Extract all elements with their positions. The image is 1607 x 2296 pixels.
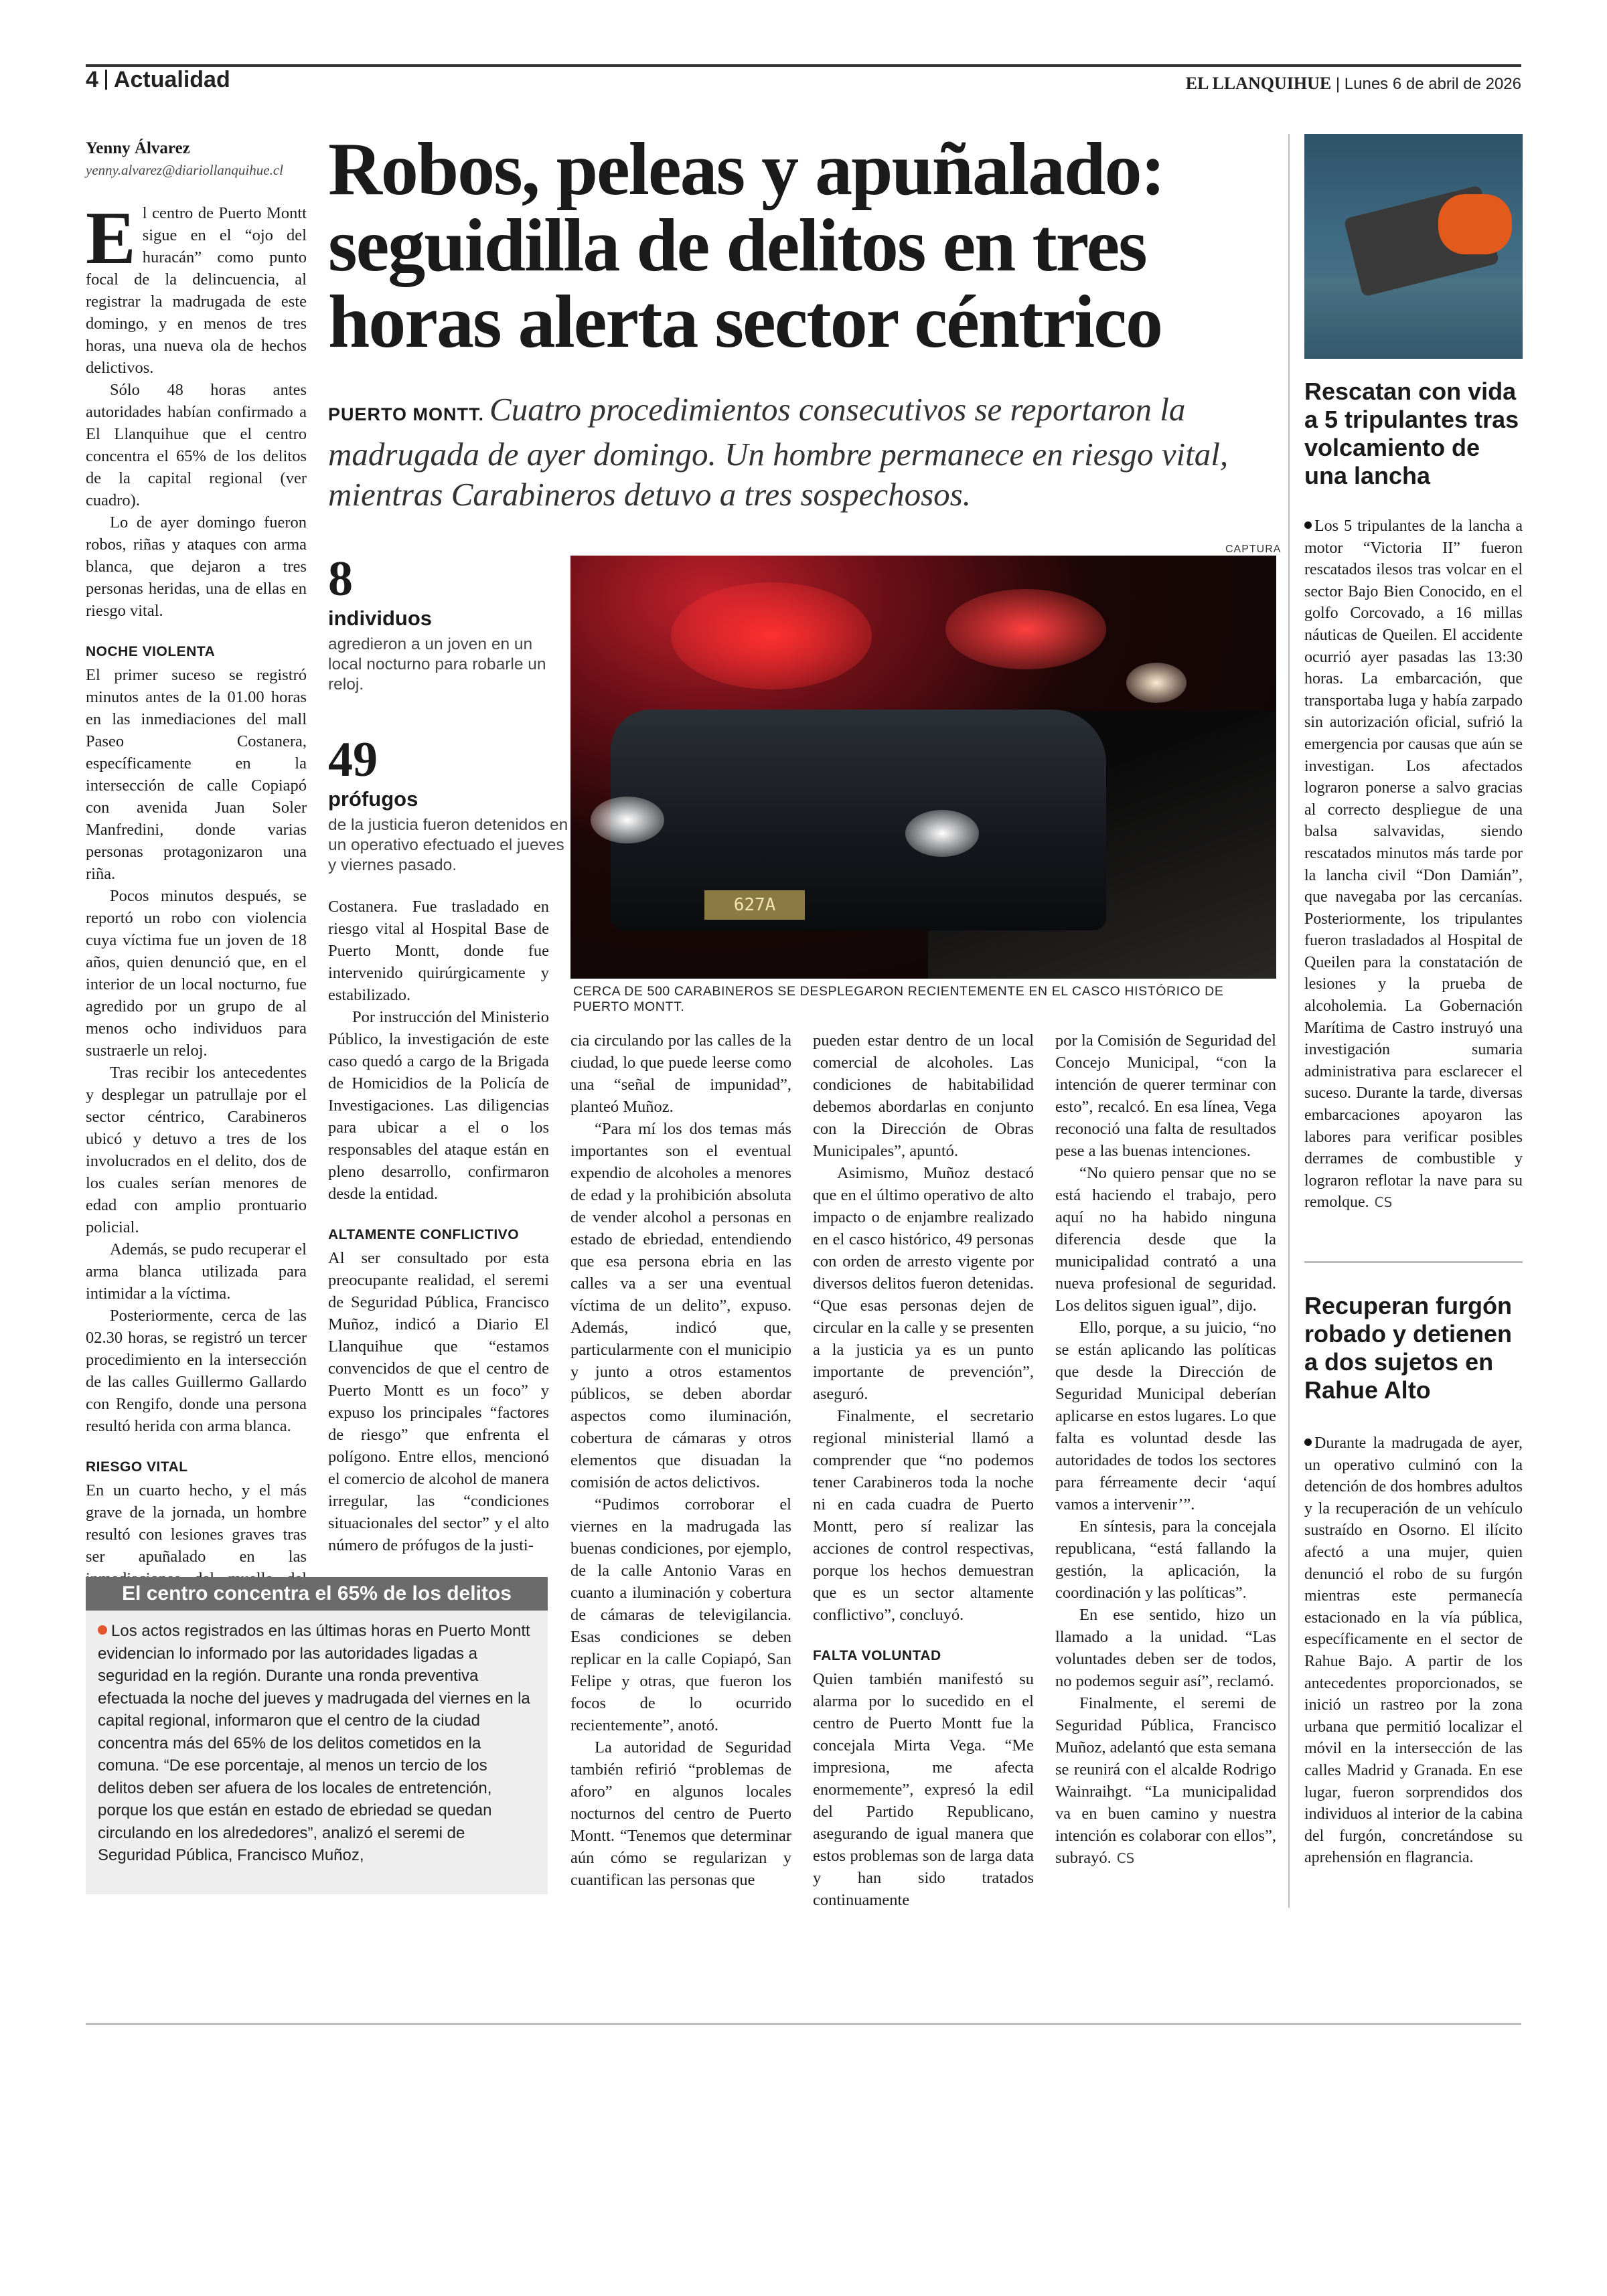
headlight xyxy=(905,810,979,857)
issue-date: Lunes 6 de abril de 2026 xyxy=(1344,75,1521,93)
end-mark: CS xyxy=(1374,1194,1393,1211)
newspaper-name: EL LLANQUIHUE xyxy=(1185,74,1332,93)
paragraph: Por instrucción del Ministerio Público, la investigación de este caso quedó a cargo de la Brigada de Homicidios de la Policía de Investigaciones. Las diligencias para ubicar a el o los responsables del ataque están en pleno desarrollo, confirmaron desde la entidad. xyxy=(328,1008,549,1203)
sidebar-photo xyxy=(1304,134,1523,359)
paragraph: Al ser consultado por esta preocupante realidad, el seremi de Seguridad Pública, Francisco Muñoz, indicó a Diario El Llanquihue que “estamos convencidos de que el centro de Puerto Montt es un foco” y expuso los principales “factores de riesgo” que enfrenta el polígono. Entre ellos, mencionó el comercio de alcohol de manera irregular, las “condiciones situacionales del sector” y el alto número de prófugos de la justi- xyxy=(328,1249,549,1554)
stat-label: prófugos xyxy=(328,787,418,811)
bottom-rule xyxy=(86,2023,1521,2025)
paragraph: Sólo 48 horas antes autoridades habían confirmado a El Llanquihue que el centro concentra el 65% de los delitos de la capital regional (ver cuadro). xyxy=(86,381,307,509)
siren-light xyxy=(671,582,872,689)
paragraph: Posteriormente, cerca de las 02.30 horas, se registró un tercer procedimiento en la intersección de las calles Guillermo Gallardo con Rengifo, donde una persona resultó herida con arma blanca. xyxy=(86,1307,307,1435)
siren-light xyxy=(945,589,1106,669)
paragraph: “No quiero pensar que no se está haciendo el trabajo, pero aquí no ha habido ninguna diferencia desde que la municipalidad contrató a una nueva profesional de seguridad. Los delitos siguen igual”, dijo. xyxy=(1055,1164,1276,1315)
article-column-4 xyxy=(813,1030,1034,1911)
folio-divider xyxy=(105,70,107,90)
stat-number: 8 xyxy=(328,552,353,606)
article-column-2 xyxy=(328,896,549,1556)
photo-caption: CERCA DE 500 CARABINEROS SE DESPLEGARON RECIENTEMENTE EN EL CASCO HISTÓRICO DE PUERTO MONTT. xyxy=(573,984,1224,1014)
paragraph: En un cuarto hecho, y el más grave de la jornada, un hombre resultó con lesiones graves tras ser apuñalado en las xyxy=(86,1481,307,1566)
sidebar-story-1 xyxy=(1304,515,1523,1214)
author-name: Yenny Álvarez xyxy=(86,139,190,157)
paragraph: Finalmente, el secretario regional ministerial llamó a comprender que “no podemos tener Carabineros toda la noche ni en cada cuadra de Puerto Montt, pero sí realizar las acciones de control respectivas, porque los hechos demuestran que es un sector altamente conflictivo”, concluyó. xyxy=(813,1407,1034,1624)
paragraph: l centro de Puerto Montt sigue en el “ojo del huracán” como punto focal de la delincuencia, al registrar la madrugada de este domingo, y en menos de tres horas, una nueva ola de hechos delictivos. xyxy=(86,204,307,377)
sidebar-headline-2: Recuperan furgón robado y detienen a dos sujetos en Rahue Alto xyxy=(1304,1292,1513,1404)
byline xyxy=(86,139,307,179)
paragraph: “Pudimos corroborar el viernes en la madrugada las buenas condiciones, por ejemplo, de la calle Antonio Varas en cuanto a iluminación y cobertura de cámaras de televigilancia. Esas condiciones se deben replicar en la calle Copiapó, San Felipe y otras, que fueron los focos de lo ocurrido recientemente”, anotó. xyxy=(570,1495,791,1734)
photo-credit: CAPTURA xyxy=(1225,544,1282,555)
paragraph: Costanera. Fue trasladado en riesgo vital al Hospital Base de Puerto Montt, donde fue intervenido quirúrgicamente y estabilizado. xyxy=(328,898,549,1004)
article-column-3 xyxy=(570,1030,791,1891)
headline: Robos, peleas y apuñalado: seguidilla de delitos en tres horas alerta sector céntrico xyxy=(328,128,1164,363)
page-folio xyxy=(86,67,230,93)
headlight xyxy=(591,797,664,843)
headlight xyxy=(1126,663,1187,703)
bullet-icon xyxy=(1304,1439,1312,1446)
sidebar-headline-1: Rescatan con vida a 5 tripulantes tras volcamiento de una lancha xyxy=(1304,378,1519,489)
stat-text: de la justicia fueron detenidos en un operativo efectuado el jueves y viernes pasado. xyxy=(328,816,568,874)
photo-raft xyxy=(1438,194,1512,254)
photo-sea xyxy=(1304,278,1523,359)
paragraph: Ello, porque, a su juicio, “no se están aplicando las políticas que desde la Dirección de Seguridad Municipal deberían aplicarse en estos lugares. Lo que falta es voluntad desde las autoridades de todos los sectores para férreamente decir ‘aquí vamos a intervenir’”. xyxy=(1055,1319,1276,1513)
paragraph: En síntesis, para la concejala republicana, “está fallando la gestión, la aplicación, la coordinación y las políticas”. xyxy=(1055,1518,1276,1602)
paragraph: Tras recibir los antecedentes y desplegar un patrullaje por el sector céntrico, Carabineros ubicó y detuvo a tres de los involucrados en el delito, dos de los cuales serían menores de edad con amplio prontuario policial. xyxy=(86,1064,307,1236)
paragraph: La autoridad de Seguridad también refirió “problemas de aforo” en algunos locales nocturnos del centro de Puerto Montt. “Tenemos que determinar aún cómo se regularizan y cuantifican las personas que xyxy=(570,1738,791,1889)
info-box xyxy=(86,1577,548,1894)
paragraph: “Para mí los dos temas más importantes son el eventual expendio de alcoholes a menores de edad y la prohibición absoluta de vender alcohol a personas en estado de ebriedad, entendiendo que esa persona ebria en las calles va a ser una eventual víctima de un delito”, expuso. Además, indicó que, particularmente con el municipio y junto a otros estamentos públicos, se deben abordar aspectos como iluminación, cobertura de cámaras y otros elementos que disuadan la comisión de actos delictivos. xyxy=(570,1120,791,1491)
article-column-1 xyxy=(86,197,307,1612)
paragraph: Finalmente, el seremi de Seguridad Pública, Francisco Muñoz, adelantó que esta semana se reunirá con el alcalde Rodrigo Wainraihgt. “La municipalidad va en buen camino y nuestra intención es colaborar con ellos”, subrayó. xyxy=(1055,1694,1276,1867)
sidebar-divider xyxy=(1288,134,1290,1908)
masthead: EL LLANQUIHUE | Lunes 6 de abril de 2026 xyxy=(1185,74,1521,93)
stat-label: individuos xyxy=(328,606,432,630)
deck-text: Cuatro procedimientos consecutivos se reportaron la madrugada de ayer domingo. Un hombre permanece en riesgo vital, mientras Carabineros detuvo a tres sospechosos. xyxy=(328,391,1229,513)
article-column-5 xyxy=(1055,1030,1276,1870)
section-name: Actualidad xyxy=(113,67,230,92)
paragraph: pueden estar dentro de un local comercial de alcoholes. Las condiciones de habitabilidad debemos abordarlas en conjunto con la Dirección de Obras Municipales”, apuntó. xyxy=(813,1032,1034,1160)
paragraph: En ese sentido, hizo un llamado a la unidad. “Las voluntades deben ser de todos, no podemos seguir así”, reclamó. xyxy=(1055,1606,1276,1690)
paragraph: El primer suceso se registró minutos antes de la 01.00 horas en las inmediaciones del mall Paseo Costanera, específicamente en la intersección de calle Copiapó con avenida Juan Soler Manfredini, donde varias personas protagonizaron una riña. xyxy=(86,666,307,883)
subhead: NOCHE VIOLENTA xyxy=(86,644,216,659)
stat-number: 49 xyxy=(328,732,378,787)
subhead: FALTA VOLUNTAD xyxy=(813,1648,941,1663)
police-car xyxy=(611,710,1106,930)
drop-cap: E xyxy=(86,197,136,280)
paragraph: Pocos minutos después, se reportó un robo con violencia cuya víctima fue un joven de 18 años, quien denunció que, en el interior de un local nocturno, fue agredido por un grupo de al menos ocho individuos para sustraerle un reloj. xyxy=(86,887,307,1060)
paragraph: por la Comisión de Seguridad del Concejo Municipal, “con la intención de querer terminar con esto”, recalcó. En esa línea, Vega reconoció una falta de resultados pese a las buenas intenciones. xyxy=(1055,1032,1276,1160)
deck xyxy=(328,390,1279,515)
bullet-icon xyxy=(98,1625,107,1635)
main-photo xyxy=(570,556,1276,979)
sidebar-story-text: Durante la madrugada de ayer, un operativo culminó con la detención de dos hombres adultos y la recuperación de un vehículo sustraído en Osorno. El ilícito afectó a una mujer, quien denunció el robo de su furgón mientras este permanecía estacionado en la vía pública, específicamente en el sector de Rahue Bajo. A partir de los antecedentes proporcionados, se inició un rastreo por la zona urbana que permitió localizar el móvil en la intersección de las calles Madrid y Granada. En ese lugar, fueron sorprendidos dos individuos al interior de la cabina del furgón, concretándose su aprehensión en flagrancia. xyxy=(1304,1434,1523,1867)
stat-individuos xyxy=(328,554,569,695)
info-box-title: El centro concentra el 65% de los delitos xyxy=(86,1577,548,1611)
info-box-text: Los actos registrados en las últimas horas en Puerto Montt evidencian lo informado por las autoridades ligadas a seguridad en la región. Durante una ronda preventiva efectuada la noche del jueves y madrugada del viernes en la capital regional, informaron que el centro de la ciudad concentra más del 65% de los delitos cometidos en la comuna. “De ese porcentaje, al menos un tercio de los delitos deben ser afuera de los locales de entretención, porque los que están en estado de ebriedad se quedan circulando en los alrededores”, analizó el seremi de Seguridad Pública, Francisco Muñoz, xyxy=(98,1622,530,1864)
paragraph: cia circulando por las calles de la ciudad, lo que puede leerse como una “señal de impunidad”, planteó Muñoz. xyxy=(570,1032,791,1116)
paragraph: Quien también manifestó su alarma por lo sucedido en el centro de Puerto Montt fue la concejala Mirta Vega. “Me impresiona, me afecta enormemente”, expresó la edil del Partido Republicano, asegurando de igual manera que estos problemas son de larga data y han sido tratados continuamente xyxy=(813,1670,1034,1909)
page-number: 4 xyxy=(86,67,98,92)
bullet-icon xyxy=(1304,521,1312,529)
license-plate: 627A xyxy=(704,890,805,920)
stat-profugos xyxy=(328,732,569,876)
subhead: RIESGO VITAL xyxy=(86,1459,188,1475)
sidebar-rule xyxy=(1304,1261,1523,1263)
top-rule xyxy=(86,64,1521,67)
sidebar-story-text: Los 5 tripulantes de la lancha a motor “Victoria II” fueron rescatados ilesos tras volcar en el sector Bajo Bien Conocido, en el golfo Corcovado, a 16 millas náuticas de Queilen. El accidente ocurrió ayer pasadas las 13:30 horas. La embarcación, que transportaba luga y había zarpado sin autorización oficial, sufrió la emergencia por causas que aún se investigan. Los afectados lograron ponerse a salvo gracias al correcto despliegue de una balsa salvavidas, siendo rescatados minutos más tarde por la lancha civil “Don Damián”, que navegaba por las cercanías. Posteriormente, los tripulantes fueron trasladados al Hospital de Queilen para la constatación de lesiones y la prueba de alcoholemia. La Gobernación Marítima de Castro instruyó una investigación sumaria administrativa para esclarecer el suceso. Durante la tarde, diversas embarcaciones apoyaron las labores para verificar posibles derrames de combustible y lograron reflotar la nave para su remolque. xyxy=(1304,517,1523,1212)
author-email[interactable]: yenny.alvarez@diariollanquihue.cl xyxy=(86,162,283,178)
paragraph: Además, se pudo recuperar el arma blanca utilizada para intimidar a la víctima. xyxy=(86,1240,307,1303)
dateline: PUERTO MONTT. xyxy=(328,404,485,424)
stat-text: agredieron a un joven en un local nocturno para robarle un reloj. xyxy=(328,635,546,693)
paragraph: Lo de ayer domingo fueron robos, riñas y ataques con arma blanca, que dejaron a tres personas heridas, una de ellas en riesgo vital. xyxy=(86,513,307,620)
end-mark: CS xyxy=(1116,1850,1135,1866)
paragraph: Asimismo, Muñoz destacó que en el último operativo de alto impacto o de enjambre realizado en el casco histórico, 49 personas con orden de arresto vigente por diversos delitos fueron detenidas. “Que esas personas dejen de circular en la calle y se presenten a la justicia ya es un punto importante de prevención”, aseguró. xyxy=(813,1164,1034,1403)
sidebar-story-2 xyxy=(1304,1432,1523,1869)
subhead: ALTAMENTE CONFLICTIVO xyxy=(328,1227,520,1242)
